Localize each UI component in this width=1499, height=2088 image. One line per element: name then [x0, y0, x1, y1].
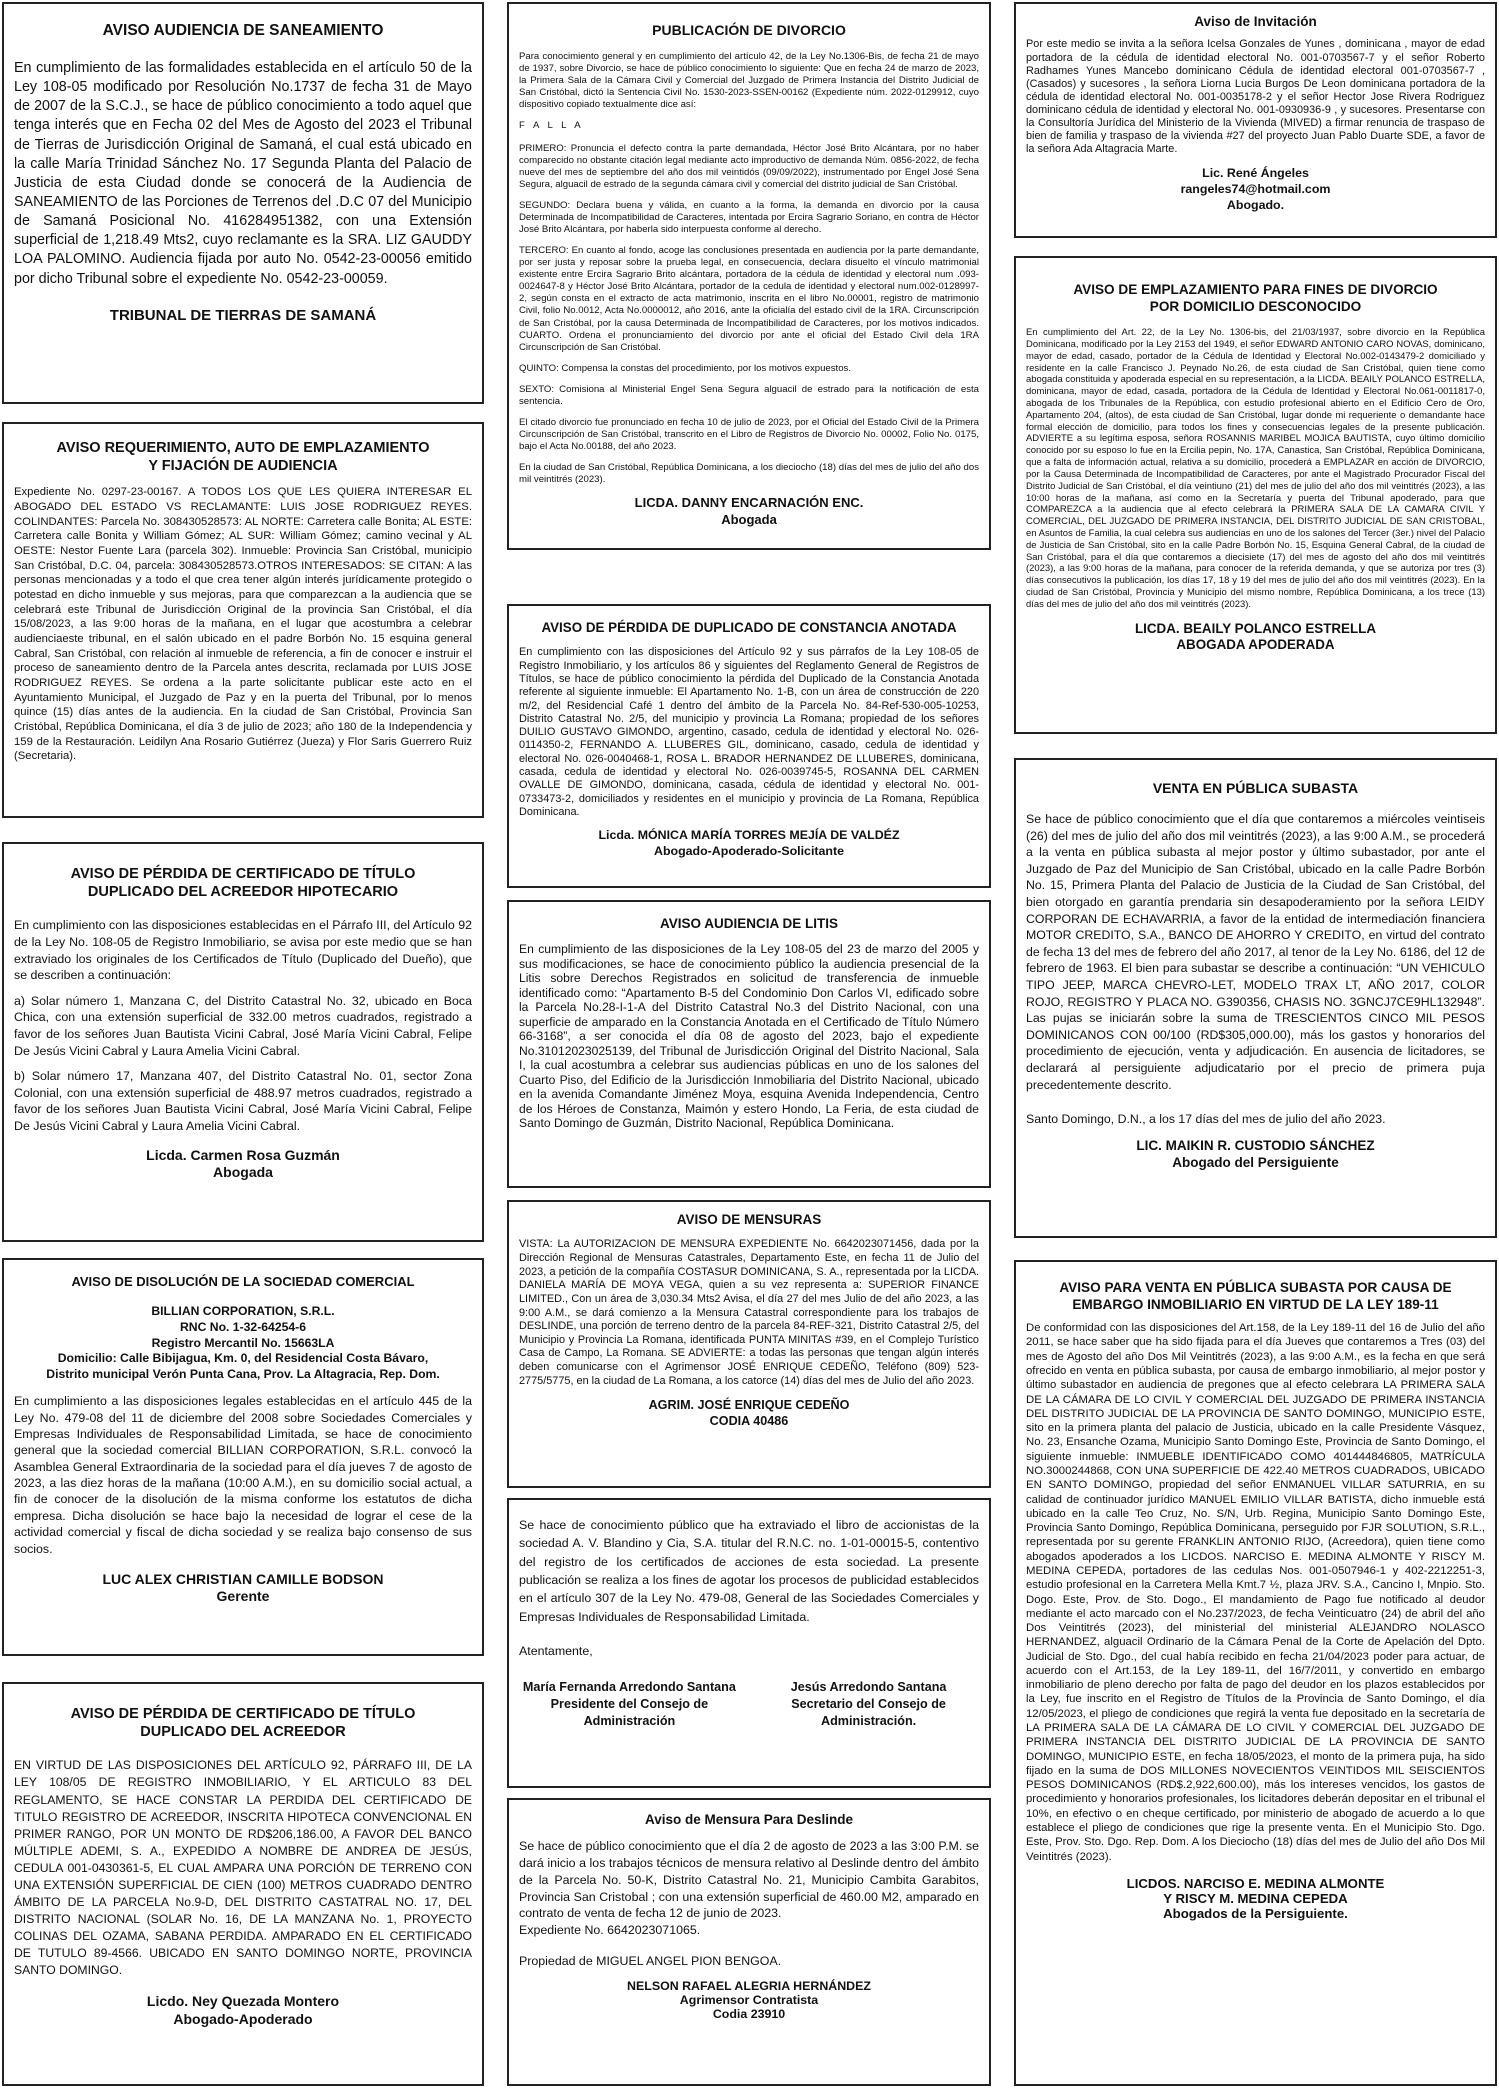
- notice-saneamiento: [2, 2, 484, 404]
- notice-embargo: [1014, 1260, 1497, 2086]
- signature-role: Administración: [583, 1713, 676, 1728]
- signature-name: Jesús Arredondo Santana: [790, 1679, 947, 1694]
- signature-name: LICDOS. NARCISO E. MEDINA ALMONTE: [1126, 1875, 1385, 1891]
- closing-text: Atentamente,: [519, 1644, 593, 1659]
- notice-libro-accionistas: [507, 1498, 991, 1788]
- notice-body: EN VIRTUD DE LAS DISPOSICIONES DEL ARTÍCULO 92, PÁRRAFO III, DE LA LEY 108/05 DE REGISTRO INMOBILIARIO, Y EL ARTICULO 83 DEL REGLAMENTO, SE HACE CONSTAR LA PERDIDA DEL CERTIFICADO DE TITULO REGISTRO DE ACREEDOR, INSCRITA HIPOTECA CONVENCIONAL EN PRIMER RANGO, POR UN MONTO DE RD$206,186.00, A FAVOR DEL BANCO MÚLTIPLE ADEMI, S. A., EXPEDIDO A NOMBRE DE ANDREA DE JESÚS, CEDULA 001-0430361-5, EL CUAL AMPARA UNA PORCIÓN DE TERRENO CON UNA EXTENSIÓN SUPERFICIAL DE CIEN (100) METROS CUADRADO DENTRO ÁMBITO DE LA PARCELA No.9-D, DEL DISTRITO CASTATRAL NO. 17, DEL DISTRITO NACIONAL (SOLAR No. 16, DE LA MANZANA No. 1, PROYECTO COLINAS DEL OZAMA, SABANA PERDIDA. AMPARADO EN EL CERTIFICADO DE TUTULO 89-4566. UBICADO EN SANTO DOMINGO NORTE, PROVINCIA SANTO DOMINGO.: [14, 1758, 472, 1978]
- expediente-number: Expediente No. 6642023071065.: [519, 1923, 701, 1938]
- notice-title: AVISO DE PÉRDIDA DE CERTIFICADO DE TÍTULO: [70, 866, 416, 882]
- signature-name: Lic. René Ángeles: [1202, 166, 1309, 181]
- notice-body: En cumplimiento del Art. 22, de la Ley No. 1306-bis, del 21/03/1937, sobre divorcio en la República Dominicana, modificado por la Ley 2153 del 1949, el señor EDWARD ANTONIO CARO NOVAS, dominicano, mayor de edad, casado, portador de la Cédula de Identidad y Electoral No.002-0143479-2 domiciliado y residente en la calle Francisco J. Peynado No.26, de esta ciudad de San Cristóbal, quien tiene como abogada constituida y apoderada especial en su representación, a la LICDA. BEAILY POLANCO ESTRELLA, dominicana, mayor de edad, casada, portadora de la Cédula de Identidad y Electoral No.061-0011817-0, abogada de los Tribunales de la República, con estudio profesional abierto en el Edificio Cero de Oro, Apartamento 204, (altos), de esta ciudad de San Cristóbal, lugar donde mi requeriente o demandante hace formal elección de domicilio, para todos los fines y consecuencias legales de la presente publicación. ADVIERTE a su legítima esposa, señora ROSANNIS MARIBEL MOJICA BAUTISTA, cuyo último domicilio conocido por su esposo lo fue en la Ercilia pepin, No. 17A, Canastica, San Cristóbal, República Dominicana, que a falta de información actual, relativa a su domicilio, procederá a EMPLAZAR en acción de DIVORCIO, por la Causa Determinada de Incompatibilidad de Caracteres, por ante el Magistrado Procurador Fiscal del Distrito Judicial de San Cristóbal, el día veintiuno (21) del mes de julio del año dos mil veintitrés (2023), a las 10:00 horas de la mañana, así como en la Secretaría y puerta del Tribunal apoderado, para que COMPAREZCA a la audiencia que al efecto celebrará la PRIMERA SALA DE LA CAMARA CIVIL Y COMERCIAL, DEL JUZGADO DE PRIMERA INSTANCIA, DEL DISTRITO JUDICIAL DE SAN CRISTOBAL, en Asuntos de Familia, la cual celebra sus audiencias en uno de los salones del Tercer (3er.) nivel del Palacio de Justicia de San Cristóbal, sito en la calle Padre Borbón No. 15, Esquina General Cabral, de la ciudad de San Cristóbal, para el día que contaremos a diecisiete (17) del mes de agosto del año dos mil veintitrés (2023), a las 9:00 horas de la mañana, para conocer de la referida demanda, y que se autoriza por tres (3) días consecutivos la publicación, los días 17, 18 y 19 del mes de julio del año dos mil veintitrés (2023). En la ciudad de San Cristóbal, Provincia y Municipio del mismo nombre, República Dominicana, a los trece (13) días del mes de julio del año dos mil veintitrés (2023).: [1026, 327, 1485, 610]
- signature-name: NELSON RAFAEL ALEGRIA HERNÁNDEZ: [627, 1978, 871, 1993]
- signature-name: LICDA. DANNY ENCARNACIÓN ENC.: [634, 495, 864, 511]
- signature-role: Abogado-Apoderado-Solicitante: [654, 843, 844, 858]
- notice-paragraph: Para conocimiento general y en cumplimiento del artículo 42, de la Ley No.1306-Bis, de fecha 21 de mayo de 1937, sobre Divorcio, se hace de público conocimiento lo siguiente: Que en fecha 24 de marzo de 2023, la Primera Sala de la Cámara Civil y Comercial del Juzgado de Primera Instancia del Distrito Judicial de San Cristóbal, dictó la Sentencia Civil No. 1530-2023-SSEN-00162 (Expediente núm. 2022-0129912, cuyo dispositivo copiado textualmente dice así:: [519, 51, 979, 111]
- notice-subasta: [1014, 758, 1497, 1238]
- notice-title: AVISO PARA VENTA EN PÚBLICA SUBASTA POR CAUSA DE: [1059, 1280, 1452, 1295]
- company-registry: Registro Mercantil No. 15663LA: [151, 1335, 335, 1350]
- signature-name: LIC. MAIKIN R. CUSTODIO SÁNCHEZ: [1136, 1137, 1375, 1153]
- notice-litis: [507, 900, 991, 1188]
- notice-subtitle: DUPLICADO DEL ACREEDOR: [140, 1723, 346, 1740]
- notice-title: Aviso de Mensura Para Deslinde: [644, 1812, 854, 1827]
- notice-invitacion: [1014, 2, 1497, 238]
- signature-role: Abogada: [213, 1164, 273, 1181]
- signature-role: Administración.: [821, 1713, 917, 1728]
- signature-name: AGRIM. JOSÉ ENRIQUE CEDEÑO: [648, 1398, 850, 1413]
- signature-name: LUC ALEX CHRISTIAN CAMILLE BODSON: [102, 1570, 384, 1587]
- notice-disolucion: [2, 1258, 484, 1656]
- notice-paragraph: SEGUNDO: Declara buena y válida, en cuanto a la forma, la demanda en divorcio por la causa Determinada de Incompatibilidad de Caracteres, intentada por Ercira Sagrario Soriano, en contra de Héctor José Brito Alcántara, por haberla sido interpuesta conforme al derecho.: [519, 199, 979, 236]
- notice-title: AVISO AUDIENCIA DE LITIS: [659, 916, 838, 931]
- notice-perdida-acreedor: [2, 1682, 484, 2086]
- falla-heading: F A L L A: [519, 120, 584, 132]
- signature-role: Abogado del Persiguiente: [1172, 1154, 1339, 1170]
- notice-body: En cumplimiento de las formalidades establecida en el artículo 50 de la Ley 108-05 modificado por Resolución No.1737 de fecha 31 de Mayo de 2007 de la S.C.J., se hace de público conocimiento a todo aquel que tenga interés que en Fecha 02 del Mes de Agosto del 2023 el Tribunal de Tierras de Jurisdicción Original de Samaná, el cual está ubicado en la calle María Trinidad Sánchez No. 17 Segunda Planta del Palacio de Justicia de esta Ciudad donde se conocerá de la Audiencia de SANEAMIENTO de las Porciones de Terrenos del .D.C 07 del Municipio de Samaná Posicional No. 416284951382, con una Extensión superficial de 1,218.49 Mts2, cuyo reclamante es la SRA. LIZ GAUDDY LOA PALOMINO. Audiencia fijada por auto No. 0542-23-00056 emitido por dicho Tribunal sobre el expediente No. 0542-23-00059.: [14, 59, 472, 287]
- notice-title: PUBLICACIÓN DE DIVORCIO: [652, 22, 846, 38]
- notice-body: En cumplimiento a las disposiciones legales establecidas en el artículo 445 de la Ley No. 479-08 del 11 de diciembre del 2008 sobre Sociedades Comerciales y Empresas Individuales de Responsabilidad Limitada, se hace de conocimiento general que la sociedad comercial BILLIAN CORPORATION, S.R.L. convocó la Asamblea General Extraordinaria de la sociedad para el día jueves 7 de agosto de 2023, a las diez horas de la mañana (10:00 A.M.), en su domicilio social actual, a fin de conocer de la disolución de la misma conforme los estatutos de dicha empresa. Dicha disolución se hace bajo la necesidad de lograr el cese de la actividad comercial y fiscal de dicha sociedad y se realiza bajo consenso de sus socios.: [14, 1394, 472, 1556]
- notice-body: De conformidad con las disposiciones del Art.158, de la Ley 189-11 del 16 de Julio del año 2011, se hace saber que ha sido fijada para el día Jueves que contaremos a Tres (03) del mes de Agosto del año Dos Mil Veintitrés (2023), a las 9:00 A.M., es la fecha en que será ofrecido en venta en pública subasta, por causa de embargo inmobiliario, al mejor postor y último subastador en audiencia de pregones que al efecto celebrara LA PRIMERA SALA DE LA CÁMARA DE LO CIVIL Y COMERCIAL DEL JUZGADO DE PRIMERA INSTANCIA DEL DISTRITO JUDICIAL DE LA PROVINCIA DE SANTO DOMINGO, MUNICIPIO ESTE, sito en la primera planta del palacio de Justicia, ubicado en la calle Presidente Vásquez, No. 23, Ensanche Ozama, Municipio Santo Domingo Este, Provincia de Santo Domingo, el siguiente inmueble: INMUEBLE IDENTIFICADO COMO 401444846805, MATRÍCULA NO.3000244868, CON UNA SUPERFICIE DE 422.40 METROS CUADRADOS, UBICADO EN SANTO DOMINGO, propiedad del señor ENMANUEL VILLAR SATURRIA, en su calidad de continuador jurídico MANUEL EMILIO VILLAR BATISTA, dicho inmueble está ubicado en la calle Teo Cruz, No. S/N, Urb. Regina, Municipio Santo Domingo Este, Provincia Santo Domingo, República Dominicana, perseguido por FJR SOLUTION, S.R.L., representada por su gerente FRANKLIN ANTONIO RIJO, (Acreedora), quien tiene como abogados apoderados a los LICDOS. NARCISO E. MEDINA ALMONTE Y RISCY M. MEDINA CEPEDA, portadores de las cedulas Nos. 001-0507946-1 y 402-2212251-3, estudio profesional en la Carretera Mella Kmt.7 ½, plaza JRV. S.A., Cancino I, Mnpio. Sto. Dogo. Este, Prov. de Sto. Dogo., El mandamiento de Pago fue notificado al deudor mediante el acto marcado con el No.237/2023, de fecha Veinticuatro (24) de abril del año Dos Veintitrés (2023), del ministerial del ministerial ALEJANDRO NOLASCO HERNANDEZ, alguacil Ordinario de la Cámara Penal de la Corte de Apelación del Dpto. Judicial de Sto. Dgo., del cual había recibido en fecha 21/04/2023 poder para actuar, de acuerdo con el Art.153, de la Ley 189-11, del 16/7/2011, y convertido en embargo inmobiliario de pleno derecho por falta de pago del deudor en los plazos establecidos por la Ley, fue inscrito en el Registro de Títulos de la Provincia de Santo Domingo, el día 12/05/2023, el pliego de condiciones que regirá la venta fue depositado en la secretaría de LA PRIMERA SALA DE LA CÁMARA DE LO CIVIL Y COMERCIAL DEL JUZGADO DE PRIMERA INSTANCIA DEL DISTRITO JUDICIAL DE LA PROVINCIA DE SANTO DOMINGO, MUNICIPIO ESTE, en fecha 18/05/2023, el monto de la primera puja, ha sido fijado en la suma de DOS MILLONES NOVECIENTOS VEINTIDOS MIL SEISCIENTOS PESOS DOMINICANOS (RD$.2,922,600.00), más los intereses vencidos, los gastos de procedimiento y honorarios profesionales, los licitadores deberán depositar en el tribunal el 10%, en efectivo o en cheque certificado, por ministerio de abogado de acuerdo a lo que establece el pliego de condiciones que rige la presente venta. En el Municipio Sto. Dgo. Este, Prov. Sto. Dgo. Rep. Dom. A los Dieciocho (18) días del mes de Julio del año Dos Mil Veintitrés (2023).: [1026, 1322, 1485, 1863]
- notice-paragraph: PRIMERO: Pronuncia el defecto contra la parte demandada, Héctor José Brito Alcántara, por no haber comparecido no obstante citación legal mediante acto improductivo de demanda Núm. 0856-2022, de fecha nueve del mes de septiembre del año dos mil veintidós (09/09/2022), instrumentado por Engel José Sena Segura, alguacil de estrado de la segunda cámara civil y comercial del distrito judicial de San Cristóbal.: [519, 142, 979, 190]
- notice-paragraph: El citado divorcio fue pronunciado en fecha 10 de julio de 2023, por el Oficial del Estado Civil de la Primera Circunscripción de San Cristóbal, transcrito en el Libro de Registros de Divorcio No. 00002, Folio No. 0175, bajo el Acta No.00188, del año 2023.: [519, 417, 979, 453]
- signature-role: Secretario del Consejo de: [791, 1696, 946, 1711]
- notice-body: Se hace de público conocimiento que el día que contaremos a miércoles veintiseis (26) del mes de julio del año dos mil veintitrés (2023), a las 9:00 A.M., se procederá a la venta en pública subasta al mejor postor y último subastador, por ante el Juzgado de Paz del Municipio de San Cristóbal, ubicado en la calle Padre Borbón No. 15, Primera Planta del Palacio de Justicia de la Ciudad de San Cristóbal, del bien otorgado en garantía prendaria sin desapoderamiento por la señora LEIDY CORPORAN DE ECHAVARRIA, a favor de la entidad de intermediación financiera MOTOR CREDITO, S.A., BANCO DE AHORRO Y CREDITO, en virtud del contrato de fecha 13 del mes de febrero del año 2017, al tenor de la Ley No. 6186, del 12 de febrero de 1963. El bien para subastar se describe a continuación: “UN VEHICULO TIPO JEEP, MARCA CHEVRO-LET, MODELO TRAX LT, AÑO 2017, COLOR ROJO, REGISTRO Y PLACA NO. G390356, CHASIS NO. 3GNCJ7CE9HL132948”. Las pujas se iniciarán sobre la suma de TRESCIENTOS CINCO MIL PESOS DOMINICANOS CON 00/100 (RD$305,000.00), más los gastos y honorarios del procedimiento de ejecución, venta y adjudicación. En ausencia de licitadores, se declarará al persiguiente adjudicatario por el precio de primera puja precedentemente descrito.: [1026, 812, 1485, 1092]
- notice-title: AVISO AUDIENCIA DE SANEAMIENTO: [102, 22, 384, 39]
- notice-body: VISTA: La AUTORIZACION DE MENSURA EXPEDIENTE No. 6642023071456, dada por la Dirección Regional de Mensuras Catastrales, Departamento Este, en fecha 11 de Julio del 2023, a petición de la compañía COSTASUR DOMINICANA, S. A., representada por la LICDA. DANIELA MARÍA DE MOYA VEGA, quien a su vez representa a: SUPERIOR FINANCE LIMITED., Con un área de 3,030.34 Mts2 Avisa, el día 27 del mes Julio de del año 2023, a las 9:00 A.M., se dará comienzo a la Mensura Catastral correspondiente para los trabajos de DESLINDE, una porción de terreno dentro de la parcela 84-REF-321, Distrito Catastral 2/5, del Municipio y Provincia La Romana, identificada PUNTA MINITAS #39, en el Complejo Turístico Casa de Campo, La Romana. SE ADVIERTE: a todas las personas que tengan algún interés deben comunicarse con el Agrimensor JOSÉ ENRIQUE CEDEÑO, Teléfono (809) 523-2775/5775, en la ciudad de La Romana, a los catorce (14) días del mes de Julio del año 2023.: [519, 1238, 979, 1387]
- notice-paragraph: En cumplimiento con las disposiciones establecidas en el Párrafo III, del Artículo 92 de la Ley No. 108-05 de Registro Inmobiliario, se avisa por este medio que se han extraviado los originales de los Certificados de Título (Duplicado del Dueño), que se describen a continuación:: [14, 918, 473, 983]
- notice-body: Se hace de público conocimiento que el día 2 de agosto de 2023 a las 3:00 P.M. se dará inicio a los trabajos técnicos de mensura relativo al Deslinde dentro del ámbito de la Parcela No. 50-K, Distrito Catastral No. 21, Municipio Cambita Garabitos, Provincia San Cristobal ; con una extensión superficial de 460.00 M2, amparado en contrato de venta de fecha 12 de junio de 2023.: [519, 1839, 979, 1921]
- signature-role: Abogado.: [1226, 198, 1285, 213]
- notice-paragraph: SEXTO: Comisiona al Ministerial Engel Sena Segura alguacil de estrado para la notificación de esta sentencia.: [519, 383, 979, 407]
- notice-subtitle: EMBARGO INMOBILIARIO EN VIRTUD DE LA LEY 189-11: [1072, 1296, 1439, 1312]
- notice-emplazamiento: [1014, 256, 1497, 734]
- signature-email: rangeles74@hotmail.com: [1180, 182, 1331, 197]
- notice-signature: TRIBUNAL DE TIERRAS DE SAMANÁ: [109, 306, 377, 324]
- notice-constancia: [507, 604, 991, 888]
- signature-name: María Fernanda Arredondo Santana: [522, 1679, 736, 1694]
- company-address: Domicilio: Calle Bibijagua, Km. 0, del Residencial Costa Bávaro,: [57, 1351, 429, 1366]
- signature-name: LICDA. BEAILY POLANCO ESTRELLA: [1134, 620, 1377, 636]
- notice-paragraph: b) Solar número 17, Manzana 407, del Distrito Catastral No. 01, sector Zona Colonial, con una extensión superficial de 488.97 metros cuadrados, registrado a favor de los señores Juan Bautista Vicini Cabral, José María Vicini Cabral, Felipe De Jesús Vicini Cabral y Laura Amelia Vicini Cabral.: [14, 1069, 472, 1134]
- notice-title: AVISO REQUERIMIENTO, AUTO DE EMPLAZAMIENTO: [56, 440, 430, 456]
- notice-paragraph: TERCERO: En cuanto al fondo, acoge las conclusiones presentada en audiencia por la parte demandante, por ser justa y reposar sobre la prueba legal, en consecuencia, declara disuelto el vínculo matrimonial existente entre Ercira Sagrario Brito alcántara, portadora de la cédula de identidad y electoral num .093-0024647-8 y Héctor José Brito Alcántara, portador de la cedula de identidad y electoral num.002-0128997-2, según consta en el extracto de acta matrimonio, inscrita en el libro No.00001, registro de matrimonio Civil, folio No.0012, Acta No.0000012, año 2016, ante la oficialía del estado civil de la 1RA. Circunscripción de San Cristóbal, por la causa Determinada de Incompatibilidad de Caracteres, por los motivos indicados. CUARTO. Ordena el pronunciamiento del divorcio por ante el oficial del Estado Civil dela 1RA Circunscripción de San Cristóbal.: [519, 245, 979, 353]
- notice-paragraph: QUINTO: Compensa la constas del procedimiento, por los motivos expuestos.: [519, 362, 852, 374]
- notice-body: Se hace de conocimiento público que ha extraviado el libro de accionistas de la sociedad A. V. Blandino y Cia, S.A. titular del R.N.C. no. 1-01-00015-5, contentivo del registro de los certificados de acciones de esta sociedad. La presente publicación se realiza a los fines de agotar los procesos de publicidad establecidos en el artículo 307 de la Ley No. 479-08, General de las Sociedades Comerciales y Empresas Individuales de Responsabilidad Limitada.: [519, 1518, 979, 1624]
- notice-divorcio: [507, 2, 991, 550]
- notice-title: AVISO DE DISOLUCIÓN DE LA SOCIEDAD COMERCIAL: [71, 1274, 415, 1289]
- notice-title: AVISO DE EMPLAZAMIENTO PARA FINES DE DIVORCIO: [1073, 282, 1438, 297]
- notice-body: Expediente No. 0297-23-00167. A TODOS LOS QUE LES QUIERA INTERESAR EL ABOGADO DEL ESTADO VS RECLAMANTE: LUIS JOSE RODRIGUEZ REYES. COLINDANTES: Parcela No. 308430528573: AL NORTE: Carretera calle Bonita; AL ESTE: Carretera calle Bonita y William Gómez; AL SUR: William Gómez; camino vecinal y AL OESTE: Nestor Fuente Lara (parcela 302). Inmueble: Provincia San Cristóbal, municipio San Cristóbal, D.C. 04, parcela: 308430528573.OTROS INTERESADOS: SE CITAN: A las personas mencionadas y a todo el que crea tener algún interés jurídicamente protegido o potestad en dicho inmueble y sus mejoras, para que comparezcan a la audiencia que se celebrará este Tribunal de Jurisdicción Original de la provincia San Cristóbal, el día 15/08/2023, a las 9:00 horas de la mañana, en el lugar que acostumbra a celebrar audienciaeste tribunal, en el salón ubicado en el padre Borbón No. 15 esquina general Cabral, San Cristóbal, con relación al inmueble de referencia, a fin de conocer e instruir el proceso de saneamiento dentro de la Parcela antes descrita, reclamada por LUIS JOSE RODRIGUEZ REYES. Se ordena a la parte solicitante publicar este acto en el Ayuntamiento Municipal, el Juzgado de Paz y en la puerta del Tribunal, por lo menos quince (15) días antes de la audiencia. En la ciudad de San Cristóbal, Provincia San Cristóbal, República Dominicana, el día 3 de julio de 2023; año 180 de la Independencia y 159 de la Restauración. Leidilyn Ana Rosario Gutiérrez (Jueza) y Flor Saris Guerrero Ruiz (Secretaria).: [14, 486, 472, 763]
- notice-body: En cumplimiento de las disposiciones de la Ley 108-05 del 23 de marzo del 2005 y sus modificaciones, se hace de conocimiento público la audiencia presencial de la Litis sobre Derechos Registrados en solicitud de transferencia de inmueble identificado como: “Apartamento B-5 del Condominio Don Carlos VI, edificado sobre la Parcela No.28-I-1-A del Distrito Catastral No.3 del Distrito Nacional, con una superficie de amparado en la Constancia Anotada en el Certificado de Título Número 66-3168”, a ser conocida el día 08 de agosto del 2023, bajo el expediente No.31012023025139, del Tribunal de Jurisdicción Original del Distrito Nacional, Sala I, la cual acostumbra a celebrar sus audiencias públicas en uno de los salones del Cuarto Piso, del Edificio de la Jurisdicción Inmobiliaria del Distrito Nacional, ubicado en la avenida Comandante Jiménez Moya, esquina Avenida Independencia, Centro de los Héroes de Constanza, Maimón y estero Hondo, La Feria, de esta ciudad de Santo Domingo de Guzmán, Distrito Nacional, República Dominicana.: [519, 942, 979, 1131]
- notice-subtitle: Y FIJACIÓN DE AUDIENCIA: [148, 457, 338, 474]
- signature-role: Agrimensor Contratista: [679, 1992, 819, 2007]
- company-name: BILLIAN CORPORATION, S.R.L.: [151, 1303, 335, 1318]
- company-rnc: RNC No. 1-32-64254-6: [180, 1319, 306, 1334]
- notice-title: AVISO DE MENSURAS: [676, 1212, 822, 1227]
- signature-name: Licda. MÓNICA MARÍA TORRES MEJÍA DE VALDÉZ: [598, 828, 900, 843]
- notice-title: VENTA EN PÚBLICA SUBASTA: [1152, 780, 1359, 796]
- signature-role: Abogado-Apoderado: [173, 2010, 313, 2027]
- notice-title: AVISO DE PÉRDIDA DE CERTIFICADO DE TÍTULO: [70, 1706, 416, 1722]
- notice-subtitle: POR DOMICILIO DESCONOCIDO: [1149, 298, 1362, 314]
- notice-mensuras: [507, 1200, 991, 1488]
- notice-perdida-hipotecario: [2, 842, 484, 1242]
- signature-name: Y RISCY M. MEDINA CEPEDA: [1163, 1891, 1348, 1907]
- notice-body: En cumplimiento con las disposiciones del Artículo 92 y sus párrafos de la Ley 108-05 de Registro Inmobiliario, y los artículos 86 y siguientes del Reglamento General de Registros de Títulos, se hace de público conocimiento la pérdida del Duplicado de la Constancia Anotada referente al siguiente inmueble: El Apartamento No. 1-B, con un área de construcción de 220 m/2, del Residencial Café 1 dentro del ámbito de la Parcela No. 84-Ref-530-005-10253, Distrito Catastral No. 2/5, del municipio y provincia La Romana; propiedad de los señores DUILIO GUSTAVO GIMONDO, argentino, casado, cedula de identidad y electoral No. 026-0114350-2, FERNANDO A. LLUBERES GIL, dominicano, casado, cedula de identidad y electoral No. 026-0040468-1, ROSA L. BRADOR HERNANDEZ DE LLUBERES, dominicana, casada, cedula de identidad y electoral No. 026-0039745-5, ROSANNA DEL CARMEN OVALLE DE GIMONDO, dominicana, casada, cédula de identidad y electoral No. 001-0733473-2, domiciliados y residentes en el municipio y provincia de La Romana, República Dominicana.: [519, 646, 979, 818]
- notice-requerimiento: [2, 422, 484, 818]
- signature-role: CODIA 40486: [709, 1414, 789, 1429]
- signature-name: Licda. Carmen Rosa Guzmán: [146, 1146, 340, 1163]
- company-district: Distrito municipal Verón Punta Cana, Prov. La Altagracia, Rep. Dom.: [46, 1367, 440, 1382]
- signature-role: Abogada: [721, 511, 777, 527]
- notice-paragraph: En la ciudad de San Cristóbal, República Dominicana, a los dieciocho (18) días del mes de julio del año dos mil veintitrés (2023).: [519, 462, 979, 486]
- propiedad-text: Propiedad de MIGUEL ANGEL PION BENGOA.: [519, 1953, 782, 1968]
- notice-subtitle: DUPLICADO DEL ACREEDOR HIPOTECARIO: [87, 883, 399, 900]
- notice-title: Aviso de Invitación: [1194, 14, 1317, 29]
- notice-body: Por este medio se invita a la señora Icelsa Gonzales de Yunes , dominicana , mayor de edad portadora de la cédula de identidad electoral No. 001-0703567-7 y el señor Roberto Radhames Yunes Mancebo dominicano Cédula de identidad electoral 001-0703567-7 , (Casados) y sucesores , la señora Liorna Lucia Burgos De Leon dominicana portadora de la cédula de identidad electoral No. 001-0035178-2 y el señor Hector Jose Rivera Rodriguez dominicano cédula de identidad y electoral No. 001-0930936-9 , y sucesores. Presentarse con la Consultoría Jurídica del Ministerio de la Vivienda (MIVED) a firmar renuncia de traspaso de bien de familia y traspaso de la vivienda #27 del proyecto Juan Pablo Duarte SDE, a favor de la señora Ada Altagracia Marte.: [1026, 38, 1485, 156]
- signature-role: Abogados de la Persiguiente.: [1163, 1906, 1348, 1922]
- signature-role: Presidente del Consejo de: [550, 1696, 709, 1711]
- notice-deslinde: [507, 1798, 991, 2086]
- notice-title: AVISO DE PÉRDIDA DE DUPLICADO DE CONSTANCIA ANOTADA: [541, 620, 957, 635]
- signature-role: ABOGADA APODERADA: [1176, 637, 1335, 653]
- signature-name: Licdo. Ney Quezada Montero: [146, 1993, 340, 2010]
- notice-date: Santo Domingo, D.N., a los 17 días del mes de julio del año 2023.: [1026, 1112, 1386, 1127]
- notice-paragraph: a) Solar número 1, Manzana C, del Distrito Catastral No. 32, ubicado en Boca Chica, con una extensión superficial de 332.00 metros cuadrados, registrado a favor de los señores Juan Bautista Vicini Cabral, José María Vicini Cabral, Felipe De Jesús Vicini Cabral y Laura Amelia Vicini Cabral.: [14, 993, 472, 1058]
- signature-codia: Codia 23910: [712, 2007, 786, 2022]
- signature-role: Gerente: [216, 1588, 270, 1605]
